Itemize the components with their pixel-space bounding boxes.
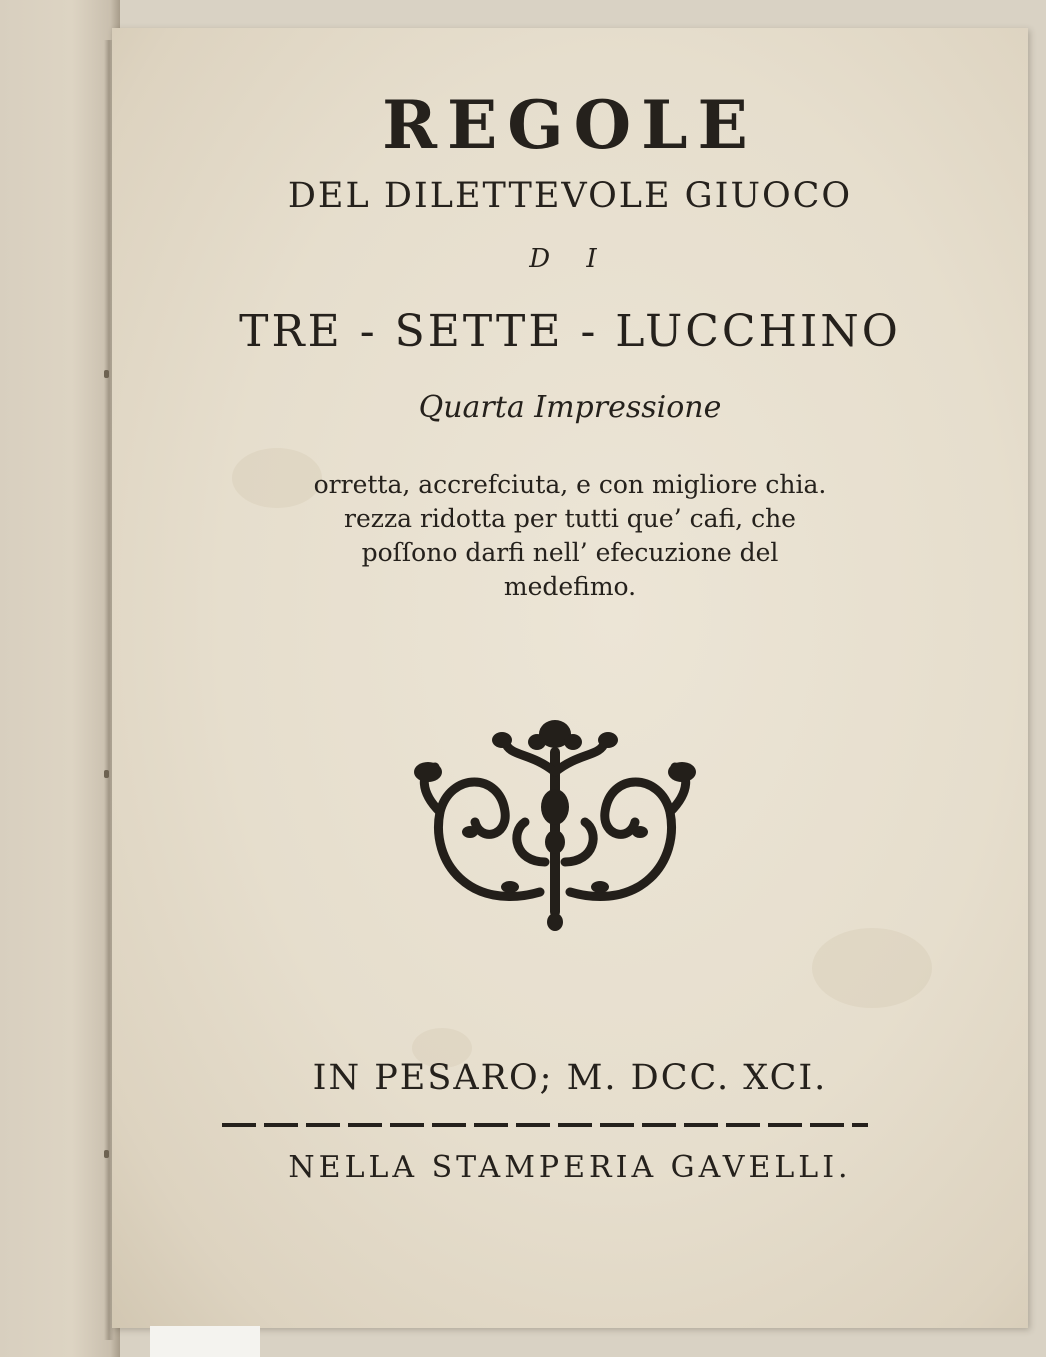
floral-ornament-icon <box>410 712 700 934</box>
paper-stain <box>812 928 932 1008</box>
description-block <box>112 468 1028 604</box>
edition-statement: Quarta Impressione <box>418 390 722 425</box>
title-page <box>112 28 1028 1328</box>
binding-stitch <box>104 370 109 378</box>
dashed-rule-divider <box>222 1120 868 1130</box>
paper-tab <box>150 1326 260 1357</box>
description-line: medefimo. <box>503 572 637 601</box>
binding-stitch <box>104 770 109 778</box>
description-line: rezza ridotta per tutti que’ cafi, che <box>344 504 796 533</box>
book-subtitle: DEL DILETTEVOLE GIUOCO <box>287 176 853 216</box>
binding-stitch <box>104 1150 109 1158</box>
imprint-line: IN PESARO; M. DCC. XCI. <box>312 1058 828 1098</box>
title-connector: D I <box>529 244 611 274</box>
printer-line: NELLA STAMPERIA GAVELLI. <box>288 1150 852 1185</box>
left-facing-page <box>0 0 120 1357</box>
description-line: poſſono darfi nell’ efecuzione del <box>361 538 779 567</box>
book-title: REGOLE <box>382 86 758 164</box>
description-line: orretta, accrefciuta, e con migliore chia. <box>313 470 827 499</box>
game-name: TRE - SETTE - LUCCHINO <box>239 306 901 357</box>
